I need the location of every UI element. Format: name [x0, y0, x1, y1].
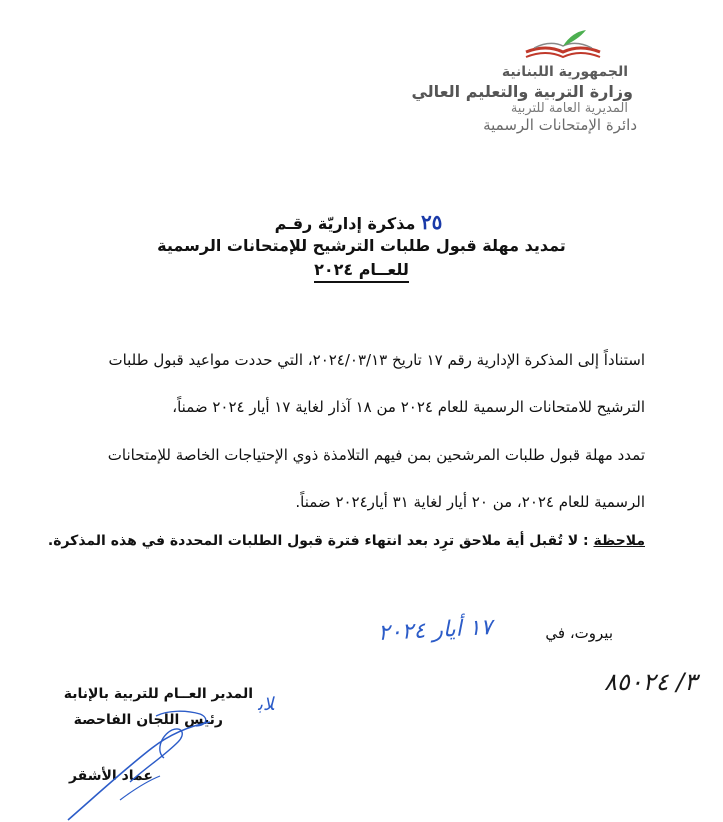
handwritten-date: ١٧ أيار ٢٠٢٤ — [377, 615, 494, 646]
header-republic: الجمهورية اللبنانية — [501, 64, 628, 80]
note-label: ملاحظة — [593, 533, 645, 549]
body-line-3: تمدد مهلة قبول طلبات المرشحين بمن فيهم التلامذة ذوي الإحتياجات الخاصة للإمتحانات — [107, 446, 645, 464]
body-line-4: الرسمية للعام ٢٠٢٤، من ٢٠ أيار لغاية ٣١ أيار٢٠٢٤ ضمناً. — [295, 493, 645, 511]
body-line-2: الترشيح للامتحانات الرسمية للعام ٢٠٢٤ من ١٨ آذار لغاية ١٧ أيار ٢٠٢٤ ضمناً، — [172, 398, 645, 416]
body-line-1: استناداً إلى المذكرة الإدارية رقم ١٧ تاريخ ٢٠٢٤/٠٣/١٣، التي حددت مواعيد قبول طلبات — [108, 351, 645, 369]
memo-title: مذكرة إداريّة رقـم — [274, 214, 416, 233]
note-text: : لا تُقبل أية ملاحق ترِد بعد انتهاء فترة قبول الطلبات المحددة في هذه المذكرة. — [47, 533, 594, 549]
header-ministry: وزارة التربية والتعليم العالي — [411, 82, 633, 101]
ministry-book-logo-icon — [520, 28, 606, 62]
signature-scribble-icon — [60, 696, 260, 822]
memo-number: ٢٥ — [420, 210, 443, 234]
signatory-role: رئيس اللجان الفاحصة — [73, 712, 223, 728]
memo-title-line — [0, 210, 723, 234]
header-directorate: المديرية العامة للتربية — [510, 101, 628, 116]
memo-year: للعــام ٢٠٢٤ — [314, 260, 409, 283]
memo-subject: تمديد مهلة قبول طلبات الترشيح للإمتحانات الرسمية — [157, 236, 566, 255]
place-label: بيروت، في — [545, 624, 613, 642]
header-department: دائرة الإمتحانات الرسمية — [483, 116, 637, 134]
signatory-name: عماد الأشقر — [68, 768, 153, 784]
handwritten-initials: ﻼﺑ — [258, 694, 274, 715]
memo-year-line — [0, 260, 723, 279]
handwritten-reference: ٣/ ٨٥٠٢٤ — [604, 668, 698, 696]
signatory-title: المدير العــام للتربية بالإنابة — [63, 686, 253, 702]
note — [48, 533, 645, 549]
